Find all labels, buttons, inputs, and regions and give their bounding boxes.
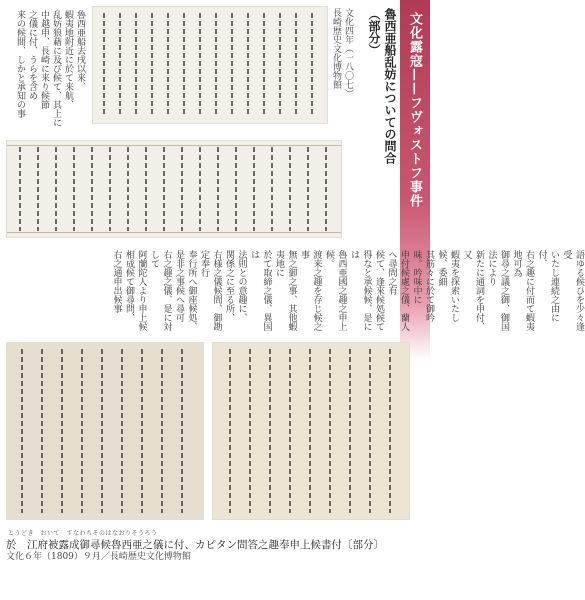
transcription-text [110, 250, 585, 338]
transcription-line: 候て、逢來候処候て [374, 250, 384, 331]
transcription-line: 右様之儀候間、御勘定奉行 [199, 250, 222, 331]
transcription-line: いたし連続之由に付、 [536, 250, 559, 322]
document-photo-left [6, 342, 204, 520]
transcription-line: 相成候て御尋問、 [124, 250, 134, 322]
transcription-line: 語ゆる候ひを少々逢受 [561, 250, 584, 331]
letter-title: 魯西亜船乱妨についての問合（部分） [367, 8, 397, 164]
left-line: 中越申、長崎に来り候節 [39, 10, 49, 109]
transcription-line: 是非之事候へ尋可 [174, 250, 184, 322]
letter-holder: 長崎歴史文化博物館 [331, 8, 341, 89]
transcription-line: 御尋之議之御、御国法により [486, 250, 509, 331]
transcription-line: 渡来之趣を存じ候之事 [299, 250, 322, 331]
transcription-line: 法則との意趣に、 [236, 250, 247, 322]
transcription-line: 申付候處之儀、蘭人へ尋問之有 [386, 250, 409, 331]
left-line: 之儀に付、うらを含め [27, 10, 37, 100]
transcription-line: 無之御之事、其他蝦夷地に [274, 250, 297, 331]
document-photo-right [212, 342, 410, 520]
transcription-line: 蝦夷を探索いたし候、委細 [436, 250, 459, 322]
letter-meta [330, 8, 354, 158]
left-line: 乱妨狼藉に及び候て、其上に [51, 10, 61, 127]
transcription-line: 右之趣に付而て蝦夷地可為 [511, 250, 534, 331]
transcription-line: 右之趣之儀、是に対して [149, 250, 172, 331]
calligraphy-photo-top [92, 6, 328, 124]
transcription-line: 関係之に至る所、 [224, 250, 234, 322]
calligraphy-photo-middle [6, 140, 342, 238]
left-line: 魯西亜船去戌以来、 [75, 10, 85, 91]
transcription-line: 得なと承候候、是には [349, 250, 372, 331]
transcription-line: 於て取締之儀、異国は [249, 250, 272, 331]
left-line: 蝦夷地附近に於て来航、 [63, 10, 73, 109]
calligraphy-strokes [7, 141, 341, 237]
banner-title: 文化露寇——フヴォストフ事件 [407, 12, 422, 208]
transcription-line: 右之通申出候事 [111, 250, 122, 313]
left-column-text [14, 10, 86, 130]
transcription-line: 其筋々に於て御吟味。吟味中に [411, 250, 434, 322]
transcription-line: 阿蘭陀人より申上候 [136, 250, 147, 331]
calligraphy-strokes [93, 7, 327, 123]
transcription-line: 魯西亜國之趣之申上候。 [324, 250, 347, 331]
document-strokes [7, 343, 203, 519]
caption-note: 文化６年（1809）９月／長崎歴史文化博物館 [6, 552, 191, 562]
document-strokes [213, 343, 409, 519]
transcription-line: 新たに通詞を申付、又 [461, 250, 484, 331]
left-line: 来の候間、しかと承知の事 [15, 10, 25, 118]
caption-title: 於 江府被露成御尋候魯西亜之儀に付、カピタン問答之趣奉申上候書付〔部分〕 [6, 539, 384, 551]
letter-date: 文化四年（一八〇七） [343, 8, 353, 98]
caption-ruby: とうどき おいて すなわちそのはなおりそうろう [8, 530, 158, 537]
transcription-line: 奉行所へ御座候処、 [186, 250, 197, 331]
